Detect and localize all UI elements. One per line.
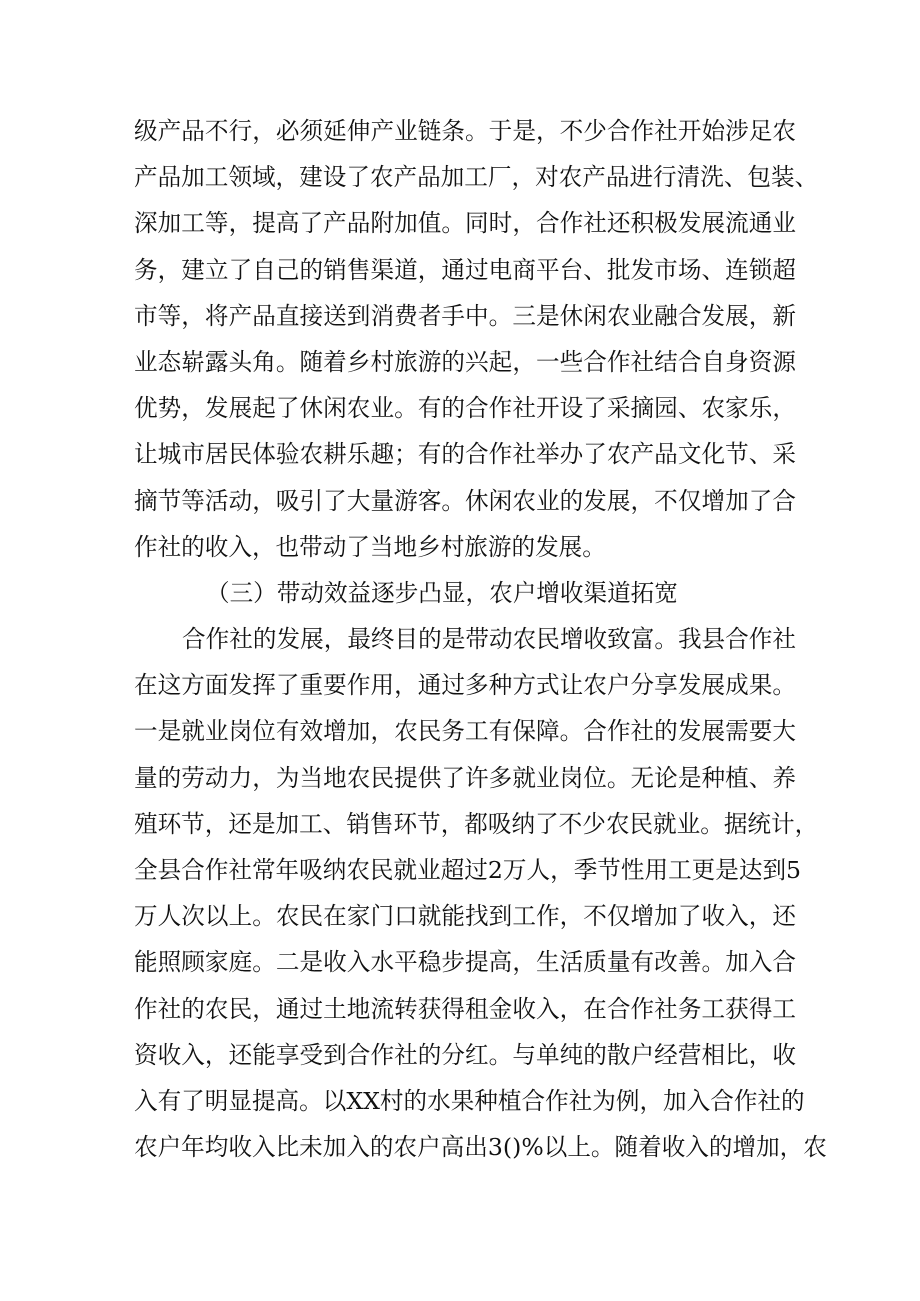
paragraph-1 bbox=[134, 108, 819, 570]
text-line: 级产品不行，必须延伸产业链条。于是，不少合作社开始涉足农 bbox=[134, 117, 796, 145]
text-line: 合作社的发展，最终目的是带动农民增收致富。我县合作社 bbox=[182, 625, 796, 654]
text-line: 资收入，还能享受到合作社的分红。与单纯的散户经营相比，收 bbox=[134, 1040, 796, 1069]
paragraph-2 bbox=[134, 616, 827, 1170]
text-line: 让城市居民体验农耕乐趣；有的合作社举办了农产品文化节、采 bbox=[134, 440, 796, 469]
text-line: 全县合作社常年吸纳农民就业超过2万人，季节性用工更是达到5 bbox=[134, 856, 802, 884]
text-line: 优势，发展起了休闲农业。有的合作社开设了采摘园、农家乐， bbox=[134, 394, 796, 423]
text-line: 一是就业岗位有效增加，农民务工有保障。合作社的发展需要大 bbox=[134, 717, 796, 746]
text-line: 在这方面发挥了重要作用，通过多种方式让农户分享发展成果。 bbox=[134, 671, 796, 700]
section-heading: （三）带动效益逐步凸显，农户增收渠道拓宽 bbox=[206, 578, 678, 607]
document-page bbox=[134, 108, 827, 1170]
text-line: 产品加工领域，建设了农产品加工厂，对农产品进行清洗、包装、 bbox=[134, 163, 819, 192]
text-line: 业态崭露头角。随着乡村旅游的兴起，一些合作社结合自身资源 bbox=[134, 347, 796, 376]
text-line: 能照顾家庭。二是收入水平稳步提高，生活质量有改善。加入合 bbox=[134, 948, 796, 977]
text-line: 入有了明显提高。以XX村的水果种植合作社为例，加入合作社的 bbox=[134, 1086, 805, 1115]
text-line: 殖环节，还是加工、销售环节，都吸纳了不少农民就业。据统计， bbox=[134, 809, 819, 838]
text-line: 务，建立了自己的销售渠道，通过电商平台、批发市场、连锁超 bbox=[134, 255, 796, 284]
text-line: 作社的农民，通过土地流转获得租金收入，在合作社务工获得工 bbox=[134, 994, 796, 1023]
text-line: 作社的收入，也带动了当地乡村旅游的发展。 bbox=[134, 532, 606, 561]
text-line: 深加工等，提高了产品附加值。同时，合作社还积极发展流通业 bbox=[134, 209, 796, 238]
text-line: 农户年均收入比未加入的农户高出3()%以上。随着收入的增加，农 bbox=[134, 1133, 827, 1162]
text-line: 量的劳动力，为当地农民提供了许多就业岗位。无论是种植、养 bbox=[134, 763, 796, 792]
text-line: 市等，将产品直接送到消费者手中。三是休闲农业融合发展，新 bbox=[134, 301, 796, 330]
text-line: 万人次以上。农民在家门口就能找到工作，不仅增加了收入，还 bbox=[134, 902, 796, 931]
text-line: 摘节等活动，吸引了大量游客。休闲农业的发展，不仅增加了合 bbox=[134, 486, 796, 515]
